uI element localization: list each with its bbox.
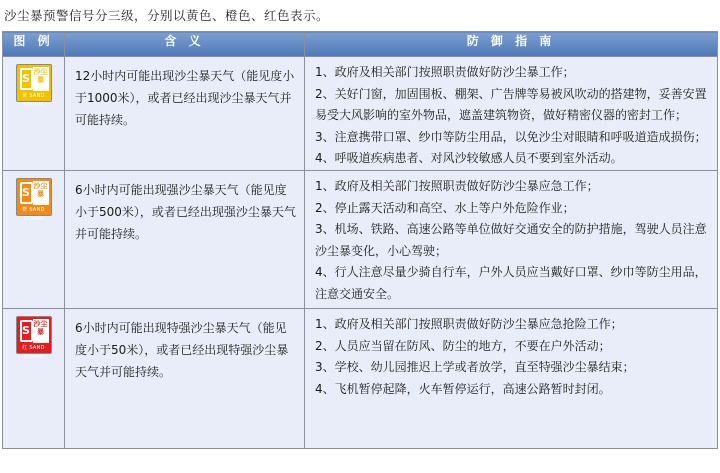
guide-item: 1、政府及相关部门按照职责做好防沙尘暴应急工作； xyxy=(315,179,599,193)
guide-item: 1、政府及相关部门按照职责做好防沙尘暴应急抢险工作； xyxy=(315,317,623,331)
sign-band: 红 SAND STORM xyxy=(17,344,51,353)
header-guide: 防 御 指 南 xyxy=(305,32,718,57)
table-header-row xyxy=(3,32,718,57)
guide-item: 3、机场、铁路、高速公路等单位做好交通安全的防护措施，驾驶人员注意沙尘暴变化，小心驾驶； xyxy=(315,222,707,258)
table-row-orange xyxy=(3,171,718,309)
guide-item: 2、关好门窗，加固围板、棚架、广告牌等易被风吹动的搭建物，妥善安置易受大风影响的室外物品，遮盖建筑物资，做好精密仪器的密封工作； xyxy=(315,86,707,122)
sign-glyphs: 沙尘暴 xyxy=(33,67,49,91)
guide-item: 1、政府及相关部门按照职责做好防沙尘暴工作； xyxy=(315,65,575,79)
meaning-cell: 6小时内可能出现强沙尘暴天气（能见度小于500米），或者已经出现强沙尘暴天气并可能持续。 xyxy=(65,171,305,309)
header-meaning: 含 义 xyxy=(65,32,305,57)
meaning-cell: 6小时内可能出现特强沙尘暴天气（能见度小于50米），或者已经出现特强沙尘暴天气并可能持续。 xyxy=(65,309,305,449)
guide-item: 4、呼吸道疾病患者、对风沙较敏感人员不要到室外活动。 xyxy=(315,151,623,165)
sign-band: 橙 SAND STORM xyxy=(17,206,51,215)
sign-glyphs: 沙尘暴 xyxy=(33,181,49,205)
sun-symbol-icon: S xyxy=(20,68,33,90)
meaning-cell: 12小时内可能出现沙尘暴天气（能见度小于1000米），或者已经出现沙尘暴天气并可能持续。 xyxy=(65,57,305,171)
icon-cell xyxy=(3,309,65,449)
guide-item: 2、人员应当留在防风、防尘的地方，不要在户外活动； xyxy=(315,338,611,353)
guide-cell xyxy=(305,57,718,171)
yellow-signal-icon xyxy=(16,64,52,108)
guide-cell xyxy=(305,309,718,449)
header-icon: 图 例 xyxy=(3,32,65,57)
guide-item: 4、飞机暂停起降，火车暂停运行，高速公路暂时封闭。 xyxy=(315,381,611,396)
sign-glyphs: 沙尘暴 xyxy=(33,319,49,343)
table-row-red xyxy=(3,309,718,449)
sun-symbol-icon: S xyxy=(20,182,33,204)
icon-cell xyxy=(3,57,65,171)
guide-item: 3、注意携带口罩、纱巾等防尘用品，以免沙尘对眼睛和呼吸道造成损伤； xyxy=(315,129,707,144)
sun-symbol-icon: S xyxy=(20,320,33,342)
orange-signal-icon xyxy=(16,178,52,222)
table-row-yellow xyxy=(3,57,718,171)
guide-item: 4、行人注意尽量少骑自行车，户外人员应当戴好口罩、纱巾等防尘用品，注意交通安全。 xyxy=(315,265,707,301)
warning-table xyxy=(2,31,718,449)
guide-cell xyxy=(305,171,718,309)
intro-text: 沙尘暴预警信号分三级，分别以黄色、橙色、红色表示。 xyxy=(4,8,330,23)
guide-item: 3、学校、幼儿园推迟上学或者放学，直至特强沙尘暴结束； xyxy=(315,360,635,374)
red-signal-icon xyxy=(16,316,52,360)
icon-cell xyxy=(3,171,65,309)
sign-band: 黄 SAND STORM xyxy=(17,92,51,101)
guide-item: 2、停止露天活动和高空、水上等户外危险作业； xyxy=(315,200,575,215)
